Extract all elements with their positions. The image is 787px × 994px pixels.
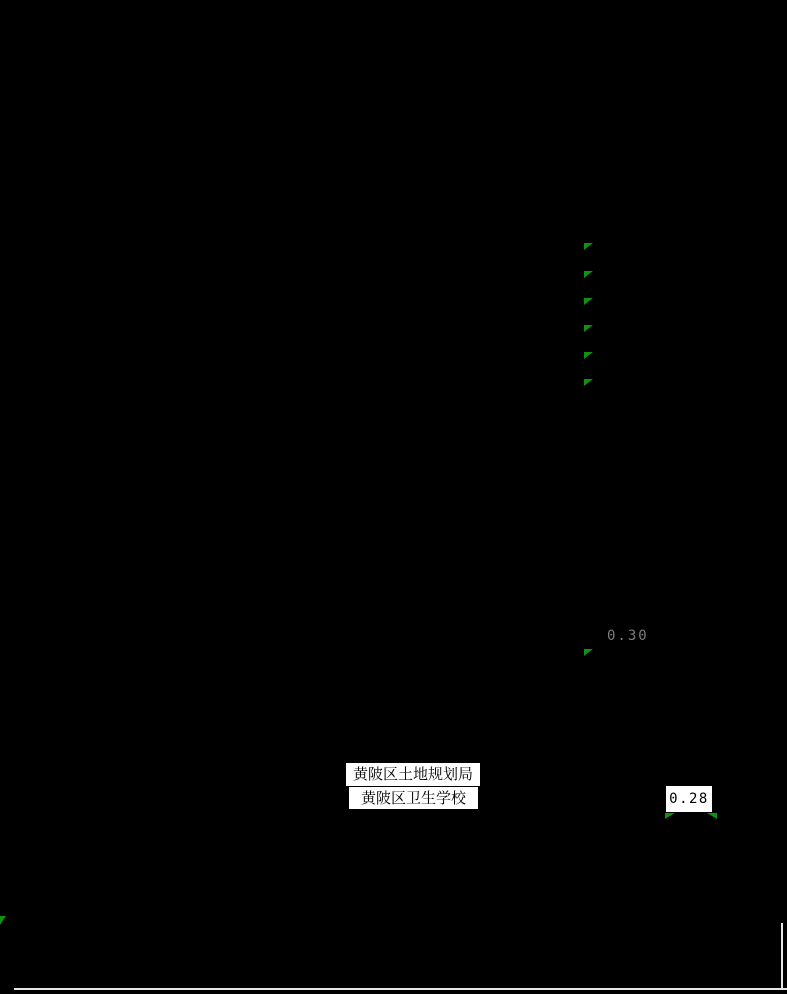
grip-arrow-icon[interactable] [584,379,593,386]
slope-value-label: 0.30 [607,628,649,644]
parcel-label-health-school[interactable]: 黄陂区卫生学校 [348,786,479,810]
grip-arrow-icon[interactable] [584,298,593,305]
elevation-value-box[interactable]: 0.28 [666,786,712,812]
grip-arrow-icon[interactable] [584,325,593,332]
grip-arrow-icon[interactable] [584,271,593,278]
grip-arrow-icon[interactable] [584,243,593,250]
grip-arrow-icon[interactable] [584,352,593,359]
sheet-border-vertical-line[interactable] [781,923,783,990]
slope-arrow-icon[interactable] [584,649,593,656]
sheet-border-horizontal-line[interactable] [14,988,787,990]
parcel-label-land-planning-bureau[interactable]: 黄陂区土地规划局 [345,762,481,787]
slope-arrow-left-icon[interactable] [665,813,675,819]
slope-arrow-right-icon[interactable] [707,813,717,819]
edge-arrow-icon[interactable] [0,916,6,925]
